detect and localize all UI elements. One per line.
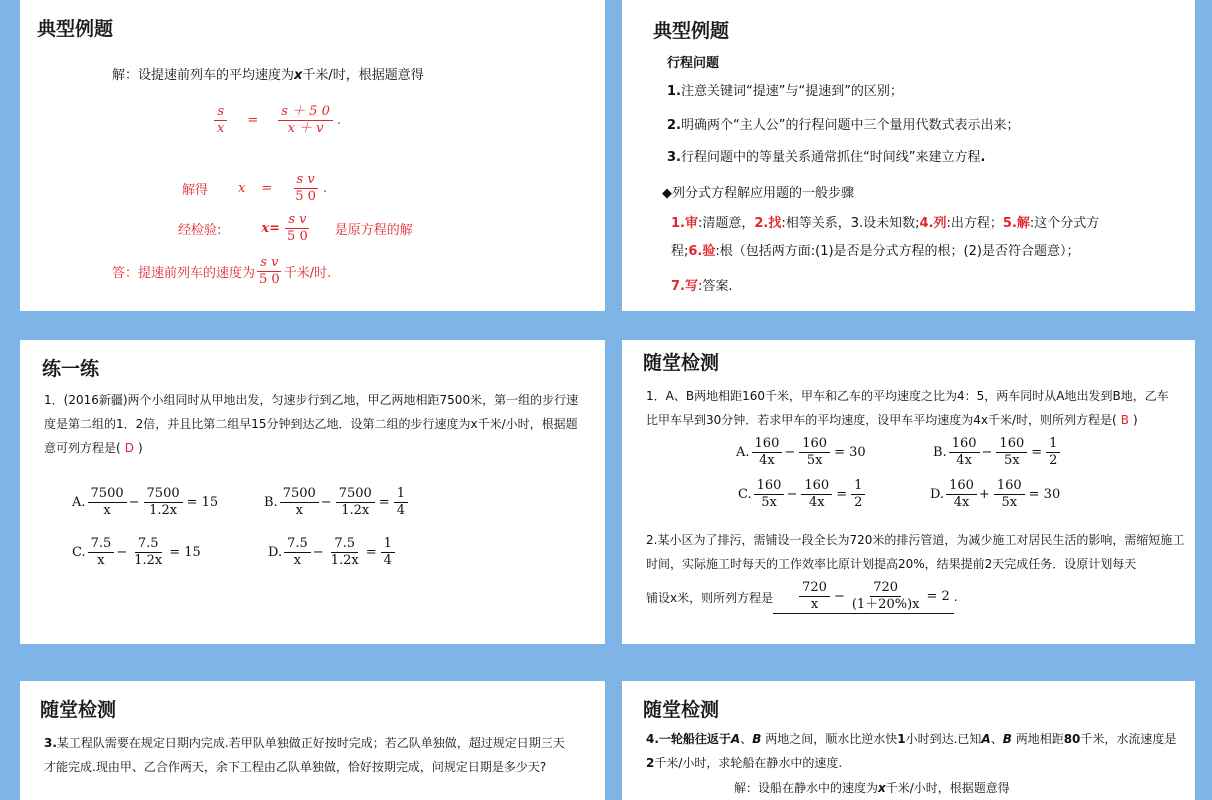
step-5: 5.解	[1002, 216, 1030, 231]
eq1-lhs	[214, 104, 227, 137]
num: s	[214, 104, 227, 121]
text: 千米/小时，求轮船在静水中的速度.	[654, 756, 843, 770]
answer-start: 答：提速前列车的速度为	[112, 266, 256, 281]
num: s ＋ 5 0	[278, 104, 333, 121]
point-b: B	[752, 732, 762, 746]
num: 720	[799, 580, 830, 597]
num: 160	[949, 436, 980, 453]
num: 2.	[667, 118, 681, 133]
question-3	[44, 731, 569, 779]
num: 7500	[88, 486, 127, 503]
label: A.	[72, 495, 86, 510]
option-a[interactable]	[736, 436, 866, 469]
option-b[interactable]: B. $\frac{160}{4x}$ − $\frac{160}{5x}$ = $\frac{1}{2}$	[933, 436, 1064, 469]
equation-1	[210, 104, 341, 137]
num: 7500	[144, 486, 183, 503]
frac-1	[88, 486, 127, 519]
var-x: x=	[261, 221, 281, 236]
op: −	[786, 487, 798, 502]
text: :出方程；	[946, 216, 1003, 231]
slide-title: 随堂检测	[40, 699, 117, 721]
text: 、	[990, 732, 1003, 746]
equals: =	[261, 181, 273, 196]
den: 2	[1049, 453, 1058, 468]
question-1	[44, 388, 579, 460]
point-a: A	[730, 732, 741, 746]
solve-label: 解得	[182, 183, 209, 198]
den: 5x	[806, 453, 823, 468]
text: 明确两个“主人公”的行程问题中三个量用代数式表示出来；	[680, 118, 1020, 133]
den: 5x	[761, 495, 777, 510]
step-7: 7.写	[671, 279, 698, 294]
num: 160	[801, 478, 832, 495]
point-3	[667, 146, 985, 170]
den: x	[293, 553, 302, 568]
text: 千米，水流速度是	[1080, 732, 1177, 746]
label: B.	[933, 445, 947, 460]
check-line	[178, 212, 413, 245]
rhs: = 2	[926, 589, 950, 604]
den: 1.2x	[330, 553, 359, 568]
op: −	[981, 445, 993, 460]
frac-1	[280, 486, 319, 519]
var-x: x	[238, 181, 246, 196]
num: 80	[1063, 732, 1081, 746]
frac-1	[88, 536, 115, 569]
question-2	[646, 528, 1186, 576]
text: 程;	[671, 244, 689, 259]
den: 4	[383, 553, 392, 568]
label: D.	[268, 545, 283, 560]
steps-line-1	[671, 212, 1171, 236]
dot: .	[322, 181, 328, 196]
den: 5x	[1001, 495, 1018, 510]
den: 1.2x	[341, 503, 370, 518]
frac-1	[284, 536, 311, 569]
den: 4x	[759, 453, 775, 468]
equals: =	[247, 113, 259, 128]
option-c[interactable]	[72, 536, 201, 569]
num: s v	[285, 212, 309, 229]
point-1	[667, 80, 903, 104]
num: 1	[897, 732, 906, 746]
den: (1＋20%)x	[851, 597, 920, 612]
frac-2	[994, 478, 1025, 511]
question-text: 1．A、B两地相距160千米，甲车和乙车的平均速度之比为4：5，两车同时从A地出发到B地，乙车比甲车早到30分钟．若求甲车的平均速度，设甲车平均速度为4x千米/时，则所列方程是(	[646, 389, 1169, 427]
den: x	[295, 503, 303, 518]
text: 注意关键词“提速”与“提速到”的区别；	[680, 84, 903, 99]
slide-title: 随堂检测	[643, 699, 720, 721]
den: x	[810, 597, 819, 612]
solution-intro	[734, 776, 1010, 800]
steps-line-3	[671, 275, 733, 299]
num: 1	[394, 486, 408, 503]
question-text: 1．(2016新疆)两个小组同时从甲地出发，匀速步行到乙地，甲乙两地相距7500米，第一组的步行速度是第二组的1．2倍，并且比第二组早15分钟到达乙地．设第二组的步行速度为x千米/小时，根据题意可列方程是(	[44, 393, 579, 455]
den: 5 0	[295, 189, 316, 204]
text: 两地相距	[1011, 732, 1064, 746]
step-4: 4.列	[919, 216, 947, 231]
check-end: 是原方程的解	[334, 223, 413, 238]
dot: .	[336, 113, 342, 128]
den: 2	[854, 495, 863, 510]
steps-line-2	[671, 240, 1181, 264]
frac-2	[328, 536, 362, 569]
den: x	[217, 121, 225, 136]
num: 3.	[667, 150, 681, 165]
answer-line	[112, 255, 331, 288]
num: 2	[646, 756, 655, 770]
slide-title: 典型例题	[37, 18, 114, 40]
steps-heading: ◆列分式方程解应用题的一般步骤	[662, 186, 854, 201]
num: 1	[381, 536, 395, 553]
slide-title: 典型例题	[653, 20, 730, 42]
num: 7500	[280, 486, 319, 503]
question-1	[646, 384, 1176, 432]
slide-1-typical-example[interactable]	[20, 0, 605, 311]
frac-1	[946, 478, 977, 511]
frac-2	[801, 478, 832, 511]
check-label: 经检验:	[178, 223, 222, 238]
frac-2	[996, 436, 1027, 469]
rhs: = 15	[186, 495, 219, 510]
num: 720	[870, 580, 901, 597]
num: 160	[754, 478, 785, 495]
option-c[interactable]: C. $\frac{160}{5x}$ − $\frac{160}{4x}$ = $\frac{1}{2}$	[738, 478, 869, 511]
den: x	[97, 553, 105, 568]
var-x: x	[878, 781, 886, 795]
label: C.	[72, 545, 86, 560]
solve-fraction	[292, 172, 319, 205]
text: :这个分式方	[1029, 216, 1100, 231]
op: −	[312, 545, 324, 560]
num: 7.5	[331, 536, 358, 553]
num: 160	[799, 436, 830, 453]
text: 4.一轮船往返于	[646, 732, 731, 746]
frac-rhs	[851, 478, 865, 511]
rhs: = 30	[834, 445, 866, 460]
text: 、	[740, 732, 753, 746]
slide-6-quiz[interactable]	[622, 681, 1195, 800]
step-2: 2.找	[754, 216, 782, 231]
num: s v	[294, 172, 318, 189]
answer-end: 千米/时.	[283, 266, 332, 281]
rhs: = 30	[1028, 487, 1061, 502]
op: −	[320, 495, 332, 510]
point-a: A	[981, 732, 991, 746]
num: 3.	[44, 736, 57, 750]
frac-2	[144, 486, 183, 519]
question-end: )	[1132, 413, 1138, 427]
step-6: 6.验	[688, 244, 716, 259]
text: 解：设船在静水中的速度为	[734, 781, 879, 795]
num: 1.	[667, 84, 681, 99]
question-end: )	[137, 441, 143, 455]
num: 160	[752, 436, 783, 453]
num: 1	[1046, 436, 1060, 453]
den: 4	[396, 503, 405, 518]
num: 7.5	[284, 536, 311, 553]
op: −	[116, 545, 128, 560]
rhs: = 15	[169, 545, 201, 560]
question-4	[646, 727, 1181, 775]
text: 两地之间，顺水比逆水快	[761, 732, 898, 746]
label: C.	[738, 487, 752, 502]
slide-title: 练一练	[42, 358, 100, 380]
solution-intro	[112, 64, 424, 88]
option-a[interactable]	[72, 486, 218, 519]
num: 160	[946, 478, 977, 495]
question-2-answer-line	[646, 580, 958, 614]
slide-2-typical-example[interactable]	[622, 0, 1195, 311]
frac-rhs	[381, 536, 395, 569]
slide-title: 随堂检测	[643, 352, 720, 374]
option-d[interactable]: D. $\frac{7.5}{x}$ − $\frac{7.5}{1.2x}$ = $\frac{1}{4}$	[268, 536, 399, 569]
text: :相等关系，3.设未知数;	[781, 216, 920, 231]
den: 5x	[1004, 453, 1020, 468]
text: :根（包括两方面:(1)是否是分式方程的根；(2)是否符合题意）；	[715, 244, 1080, 259]
den: 4x	[808, 495, 825, 510]
question-text: 某工程队需要在规定日期内完成.若甲队单独做正好按时完成；若乙队单独做，超过规定日期三天才能完成.现由甲、乙合作两天，余下工程由乙队单独做，恰好按期完成，问规定日期是多少天?	[44, 736, 565, 774]
answer-blank	[773, 580, 954, 614]
den: 1.2x	[134, 553, 163, 568]
frac-1	[799, 580, 830, 613]
label: A.	[736, 445, 750, 460]
slide-4-quiz[interactable]	[622, 340, 1195, 644]
text: 行程问题中的等量关系通常抓住“时间线”来建立方程	[680, 150, 981, 165]
check-fraction	[284, 212, 311, 245]
frac-2	[799, 436, 830, 469]
intro-text: 解：设提速前列车的平均速度为	[112, 68, 295, 83]
frac-rhs	[1046, 436, 1060, 469]
den: 4x	[956, 453, 972, 468]
var-x: x	[294, 68, 303, 83]
slide-5-quiz[interactable]	[20, 681, 605, 800]
text: 千米/小时，根据题意得	[885, 781, 1010, 795]
num: 7.5	[135, 536, 162, 553]
num: s v	[257, 255, 281, 272]
answer-fraction	[256, 255, 283, 288]
op: −	[833, 589, 845, 604]
frac-2	[131, 536, 165, 569]
den: 5 0	[259, 272, 280, 287]
op: −	[128, 495, 140, 510]
op: +	[978, 487, 990, 502]
num: 7.5	[88, 536, 115, 553]
frac-1	[752, 436, 783, 469]
frac-2	[336, 486, 375, 519]
den: x	[103, 503, 111, 518]
frac-1	[949, 436, 980, 469]
solve-line	[182, 172, 327, 205]
end: .	[980, 150, 986, 165]
op: −	[784, 445, 796, 460]
answer: D	[124, 441, 134, 455]
intro-end: 千米/时，根据题意得	[302, 68, 424, 83]
text: 小时到达.已知	[905, 732, 982, 746]
text: :答案.	[697, 279, 733, 294]
frac-1	[754, 478, 785, 511]
step-1: 1.审	[671, 216, 698, 231]
den: 5 0	[287, 229, 308, 244]
option-b[interactable]: B. $\frac{7500}{x}$ − $\frac{7500}{1.2x}$ = $\frac{1}{4}$	[264, 486, 412, 519]
den: 4x	[953, 495, 970, 510]
option-d[interactable]	[930, 478, 1060, 511]
num: 7500	[336, 486, 375, 503]
den: x ＋ v	[287, 121, 324, 136]
num: 160	[994, 478, 1025, 495]
label: D.	[930, 487, 945, 502]
point-2	[667, 114, 1019, 138]
question-text: 2.某小区为了排污，需铺设一段全长为720米的排污管道，为减少施工对居民生活的影响，需缩短施工时间，实际施工时每天的工作效率比原计划提高20%，结果提前2天完成任务．设原计划每天	[646, 533, 1185, 571]
end: .	[953, 590, 958, 604]
num: 1	[851, 478, 865, 495]
slide-3-practice[interactable]	[20, 340, 605, 644]
answer: B	[1120, 413, 1129, 427]
frac-rhs	[394, 486, 408, 519]
num: 160	[996, 436, 1027, 453]
eq1-rhs	[278, 104, 333, 137]
point-b: B	[1002, 732, 1012, 746]
frac-2	[849, 580, 923, 613]
label: B.	[264, 495, 278, 510]
question-tail: 铺设x米，则所列方程是	[646, 590, 774, 605]
subtitle: 行程问题	[667, 56, 720, 71]
text: :清题意，	[697, 216, 755, 231]
den: 1.2x	[149, 503, 178, 518]
